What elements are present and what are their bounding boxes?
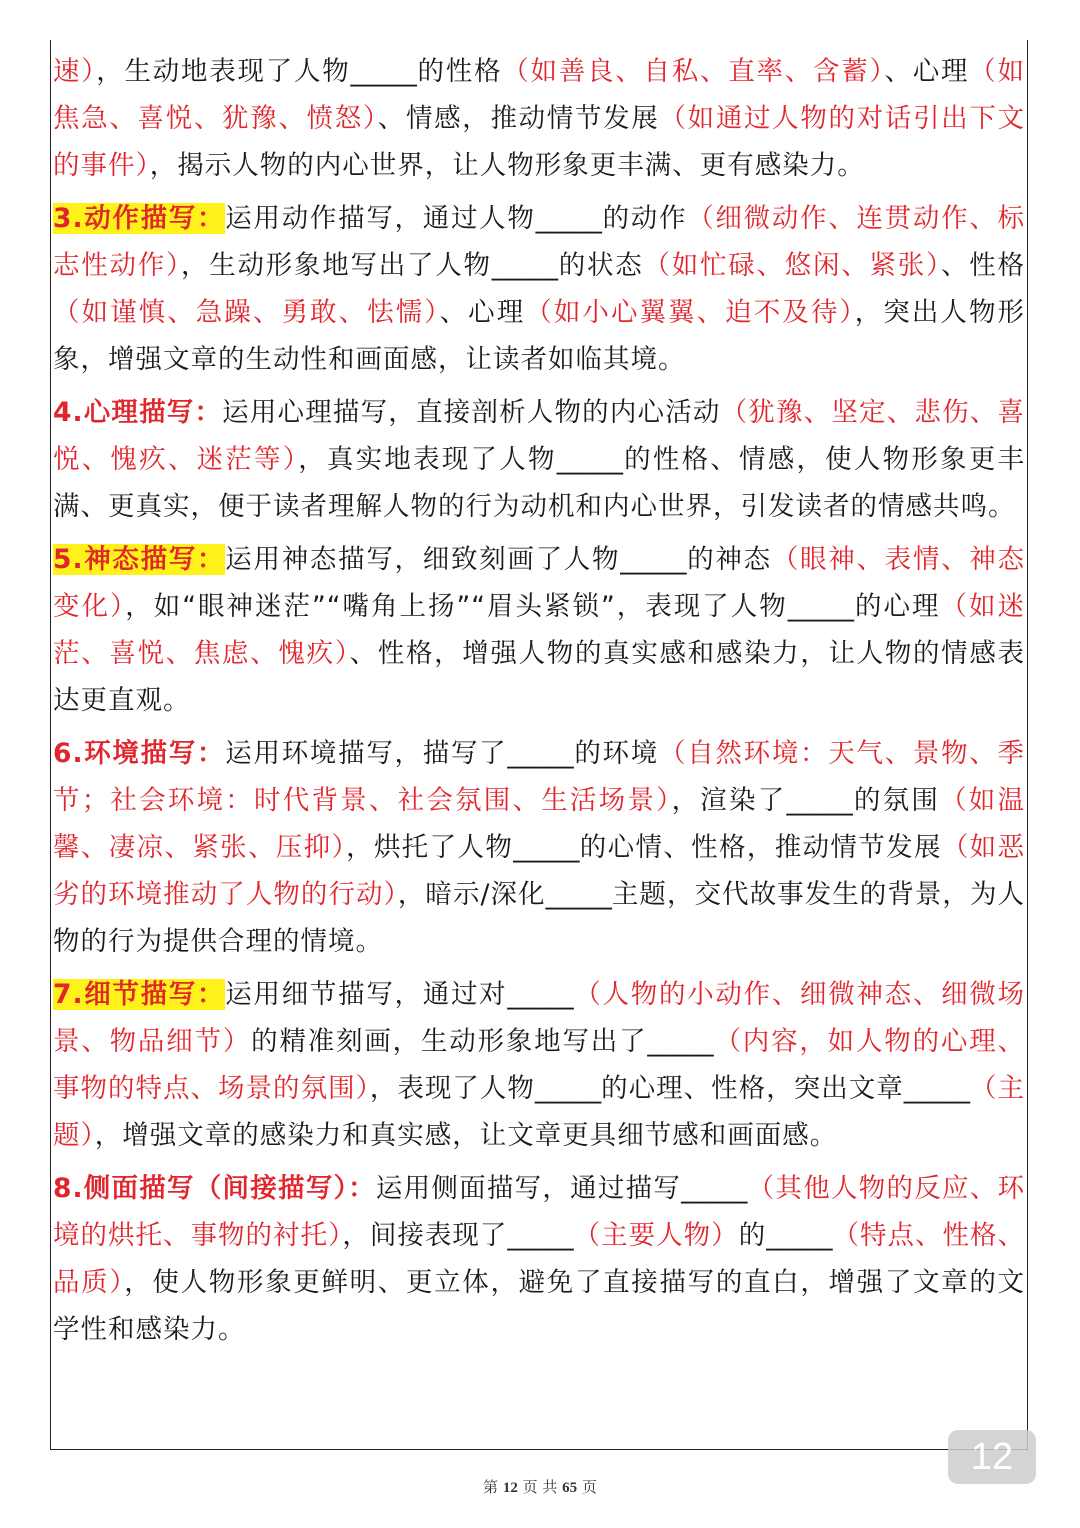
red-annotation: （内容，如人物的心理、事物的特点、场景的氛围） xyxy=(53,1026,1026,1104)
red-annotation: （细微动作、连贯动作、标志性动作） xyxy=(53,203,1026,281)
red-annotation: （自然环境：天气、景物、季节；社会环境：时代背景、社会氛围、生活场景） xyxy=(53,738,1026,816)
body-text: 、性格 xyxy=(941,250,1025,281)
paragraph xyxy=(53,971,1025,1159)
footer-suffix: 页 xyxy=(581,1478,597,1496)
body-text: 的性格、情感，使人物形象更丰满、更真实，便于读者理解人物的行为动机和内心世界，引发读者的情感共鸣。 xyxy=(53,444,1025,522)
body-text: 的精准刻画，生动形象地写出了 xyxy=(251,1026,648,1057)
red-annotation: （人物的小动作、细微神态、细微场景、物品细节） xyxy=(53,979,1026,1057)
fill-in-blank: _____ xyxy=(787,591,854,622)
body-text: ，增强文章的感染力和真实感，让文章更具细节感和画面感。 xyxy=(94,1120,838,1151)
paragraph xyxy=(53,730,1025,965)
body-text: ，渲染了 xyxy=(671,785,787,816)
body-text: 的状态 xyxy=(558,250,644,281)
fill-in-blank: _____ xyxy=(766,1220,833,1251)
body-text: 、心理 xyxy=(884,56,970,87)
body-text: 运用侧面描写，通过描写 xyxy=(375,1173,682,1204)
red-annotation: （如善良、自私、直率、含蓄） xyxy=(502,56,885,87)
fill-in-blank: _____ xyxy=(786,785,853,816)
red-annotation: 速） xyxy=(53,56,97,87)
body-text: 主题，交代故事发生的背景，为人物的行为提供合理的情境。 xyxy=(53,879,1026,957)
body-text: ，烘托了人物 xyxy=(346,832,514,863)
body-text: 运用环境描写，描写了 xyxy=(225,738,508,769)
page-footer xyxy=(0,1476,1080,1497)
red-annotation: （犹豫、坚定、悲伤、喜悦、愧疚、迷茫等） xyxy=(53,397,1026,475)
body-text: 的动作 xyxy=(601,203,688,234)
fill-in-blank: _____ xyxy=(507,979,574,1010)
red-annotation: （特点、性格、品质） xyxy=(53,1220,1026,1298)
body-text: 运用动作描写，通过人物 xyxy=(225,203,536,234)
fill-in-blank: _____ xyxy=(534,1073,602,1104)
red-annotation: （主题） xyxy=(53,1073,1025,1151)
body-text: 运用细节描写，通过对 xyxy=(225,979,508,1010)
document-page xyxy=(50,40,1028,1450)
fill-in-blank: _____ xyxy=(903,1073,970,1104)
red-annotation: （如忙碌、悠闲、紧张） xyxy=(643,250,941,281)
red-annotation: （其他人物的反应、环境的烘托、事物的衬托） xyxy=(53,1173,1025,1251)
body-text: 的心理 xyxy=(853,591,941,622)
body-text: ，表现了人物 xyxy=(369,1073,535,1104)
paragraph xyxy=(53,48,1025,189)
fill-in-blank: _____ xyxy=(491,250,558,281)
fill-in-blank: _____ xyxy=(535,203,602,234)
fill-in-blank: _____ xyxy=(350,56,417,87)
red-annotation: （如通过人物的对话引出下文的事件） xyxy=(53,103,1026,181)
body-text: ，突出人物形象，增强文章的生动性和画面感，让读者如临其境。 xyxy=(53,297,1026,375)
body-text: ，揭示人物的内心世界，让人物形象更丰满、更有感染力。 xyxy=(149,150,865,181)
body-text: ，如“眼神迷茫”“嘴角上扬”“眉头紧锁”，表现了人物 xyxy=(125,591,788,622)
red-annotation: （眼神、表情、神态变化） xyxy=(53,544,1026,622)
section-heading: 7.细节描写： xyxy=(53,979,226,1010)
body-text: 运用神态描写，细致刻画了人物 xyxy=(225,544,621,575)
red-annotation: （主要人物） xyxy=(573,1220,739,1251)
red-annotation: （如焦急、喜悦、犹豫、愤怒） xyxy=(53,56,1025,134)
document-body xyxy=(51,40,1027,1353)
fill-in-blank: _____ xyxy=(556,444,623,475)
body-text: ，间接表现了 xyxy=(342,1220,508,1251)
body-text: ，真实地表现了人物 xyxy=(298,444,557,475)
body-text: 、情感，推动情节发展 xyxy=(377,103,660,134)
red-annotation: （如迷茫、喜悦、焦虑、愧疚） xyxy=(53,591,1026,669)
body-text: 的神态 xyxy=(686,544,772,575)
body-text: 的心理、性格，突出文章 xyxy=(601,1073,904,1104)
footer-middle: 页 共 xyxy=(522,1478,558,1496)
section-heading: 4.心理描写： xyxy=(53,397,223,428)
body-text: 、性格，增强人物的真实感和感染力，让人物的情感表达更直观。 xyxy=(53,638,1026,716)
body-text: 的 xyxy=(738,1220,767,1251)
body-text: ，生动地表现了人物 xyxy=(96,56,351,87)
red-annotation: （如温馨、凄凉、紧张、压抑） xyxy=(53,785,1025,863)
section-heading: 3.动作描写： xyxy=(53,203,226,234)
paragraph xyxy=(53,195,1025,383)
fill-in-blank: _____ xyxy=(545,879,612,910)
fill-in-blank: _____ xyxy=(507,1220,574,1251)
paragraph xyxy=(53,389,1025,530)
red-annotation: （如恶劣的环境推动了人物的行动） xyxy=(53,832,1026,910)
body-text: 运用心理描写，直接剖析人物的内心活动 xyxy=(222,397,721,428)
page-number-badge: 12 xyxy=(948,1430,1036,1484)
section-heading: 8.侧面描写（间接描写）： xyxy=(53,1173,376,1204)
fill-in-blank: _____ xyxy=(507,738,574,769)
body-text: ，使人物形象更鲜明、更立体，避免了直接描写的直白，增强了文章的文学性和感染力。 xyxy=(53,1267,1026,1345)
section-heading: 6.环境描写： xyxy=(53,738,226,769)
body-text: 的氛围 xyxy=(852,785,941,816)
footer-current-page: 12 xyxy=(502,1480,518,1496)
paragraph xyxy=(53,536,1025,724)
footer-prefix: 第 xyxy=(483,1478,499,1496)
footer-total-pages: 65 xyxy=(562,1480,578,1496)
section-heading: 5.神态描写： xyxy=(53,544,226,575)
body-text: 、心理 xyxy=(439,297,526,328)
red-annotation: （如小心翼翼、迫不及待） xyxy=(525,297,855,328)
paragraph xyxy=(53,1165,1025,1353)
fill-in-blank: _____ xyxy=(620,544,687,575)
fill-in-blank: _____ xyxy=(513,832,580,863)
body-text: ，暗示/深化 xyxy=(397,879,546,910)
body-text: ，生动形象地写出了人物 xyxy=(181,250,492,281)
fill-in-blank: _____ xyxy=(681,1173,748,1204)
fill-in-blank: _____ xyxy=(647,1026,714,1057)
body-text: 的环境 xyxy=(573,738,659,769)
body-text: 的性格 xyxy=(416,56,503,87)
body-text: 的心情、性格，推动情节发展 xyxy=(579,832,942,863)
red-annotation: （如谨慎、急躁、勇敢、怯懦） xyxy=(53,297,440,328)
